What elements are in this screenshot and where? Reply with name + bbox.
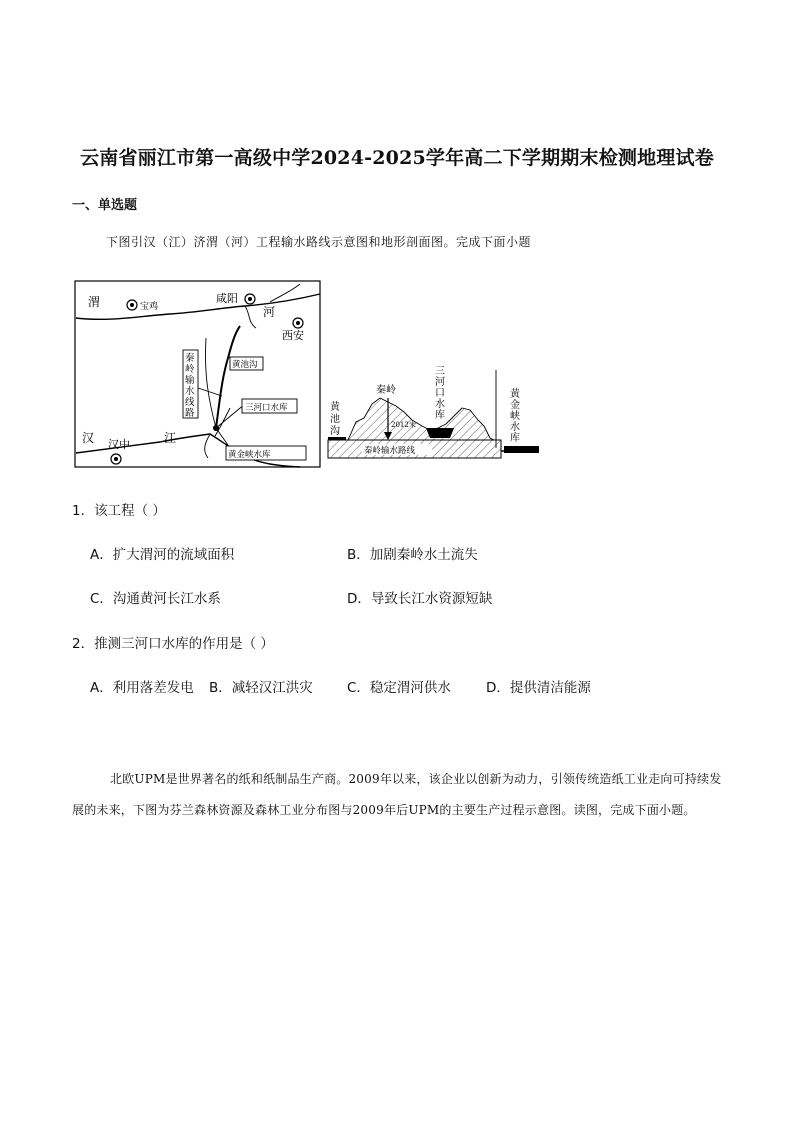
svg-text:黄: 黄 — [330, 402, 340, 413]
q2-option-a[interactable]: A．利用落差发电 — [90, 680, 194, 696]
huangjinxia-profile-label — [510, 387, 521, 444]
huangchigou-profile-label — [330, 400, 341, 437]
xianyang-label: 咸阳 — [216, 292, 238, 305]
svg-text:沟: 沟 — [330, 426, 340, 437]
wei-river — [76, 294, 320, 319]
route-profile-label: 秦岭输水路线 — [364, 446, 416, 456]
question-1-stem: 1．该工程（ ） — [72, 503, 166, 519]
qinling-profile-label: 秦岭 — [376, 385, 396, 396]
svg-text:水: 水 — [435, 399, 445, 410]
svg-text:线: 线 — [185, 397, 195, 408]
svg-text:输: 输 — [185, 375, 195, 386]
hanzhong-label: 汉中 — [108, 438, 130, 451]
svg-text:金: 金 — [510, 400, 520, 411]
huangchigou-map-label: 黄池沟 — [232, 360, 258, 370]
svg-text:库: 库 — [510, 433, 520, 444]
xianyang-city-icon — [245, 294, 255, 304]
hanzhong-city-icon — [111, 454, 121, 464]
svg-text:河: 河 — [435, 377, 445, 388]
baoji-label: 宝鸡 — [140, 302, 159, 312]
q1-option-a[interactable]: A．扩大渭河的流域面积 — [90, 547, 235, 563]
q1-option-c[interactable]: C．沟通黄河长江水系 — [90, 591, 221, 607]
svg-text:池: 池 — [330, 414, 340, 425]
route-map — [70, 278, 326, 470]
intro-text-2: 北欧UPM是世界著名的纸和纸制品生产商。2009年以来，该企业以创新为动力，引领传统造纸工业走向可持续发展的未来，下图为芬兰森林资源及森林工业分布图与2009年后UPM的主要生产过程示意图。读图，完成下面小题。 — [72, 772, 722, 817]
q1-option-b[interactable]: B．加剧秦岭水土流失 — [347, 547, 478, 563]
svg-text:库: 库 — [435, 410, 445, 421]
svg-text:峡: 峡 — [510, 411, 520, 422]
sanhekou-map-label: 三河口水库 — [245, 403, 288, 413]
huangjinxia-map-label: 黄金峡水库 — [228, 450, 271, 460]
svg-text:水: 水 — [510, 422, 520, 433]
sanhekou-dot — [213, 425, 219, 431]
svg-text:三: 三 — [435, 366, 445, 377]
huangjinxia-reservoir-shape — [504, 446, 539, 453]
huangchigou-shape — [328, 437, 346, 440]
elevation-label: 2012米 — [391, 421, 416, 429]
q1-option-d[interactable]: D．导致长江水资源短缺 — [347, 591, 493, 607]
route-vertical-label — [185, 352, 195, 419]
han-label: 汉 — [82, 431, 95, 445]
wei-label: 渭 — [88, 295, 101, 309]
sanhekou-reservoir-shape — [426, 428, 454, 438]
baoji-city-icon — [127, 300, 137, 310]
svg-text:岭: 岭 — [185, 364, 195, 375]
question-2-stem: 2．推测三河口水库的作用是（ ） — [72, 636, 274, 652]
q2-option-b[interactable]: B．减轻汉江洪灾 — [209, 680, 313, 696]
section-heading: 一、单选题 — [72, 198, 138, 213]
q2-option-c[interactable]: C．稳定渭河供水 — [347, 680, 451, 696]
svg-text:水: 水 — [185, 386, 195, 397]
svg-text:秦: 秦 — [185, 353, 195, 364]
q2-option-d[interactable]: D．提供清洁能源 — [486, 680, 591, 696]
xian-label: 西安 — [282, 329, 304, 342]
svg-text:口: 口 — [435, 388, 445, 399]
he-label: 河 — [263, 305, 276, 319]
xian-city-icon — [293, 318, 303, 328]
qinling-mountain — [348, 398, 494, 440]
jiang-label: 江 — [164, 431, 177, 445]
page-title: 云南省丽江市第一高级中学2024-2025学年高二下学期期末检测地理试卷 — [80, 147, 714, 169]
svg-text:黄: 黄 — [510, 389, 520, 400]
svg-text:路: 路 — [185, 408, 195, 419]
intro-text-1: 下图引汉（江）济渭（河）工程输水路线示意图和地形剖面图。完成下面小题 — [106, 235, 532, 249]
terrain-profile — [326, 360, 544, 468]
sanhekou-profile-label — [435, 365, 445, 421]
